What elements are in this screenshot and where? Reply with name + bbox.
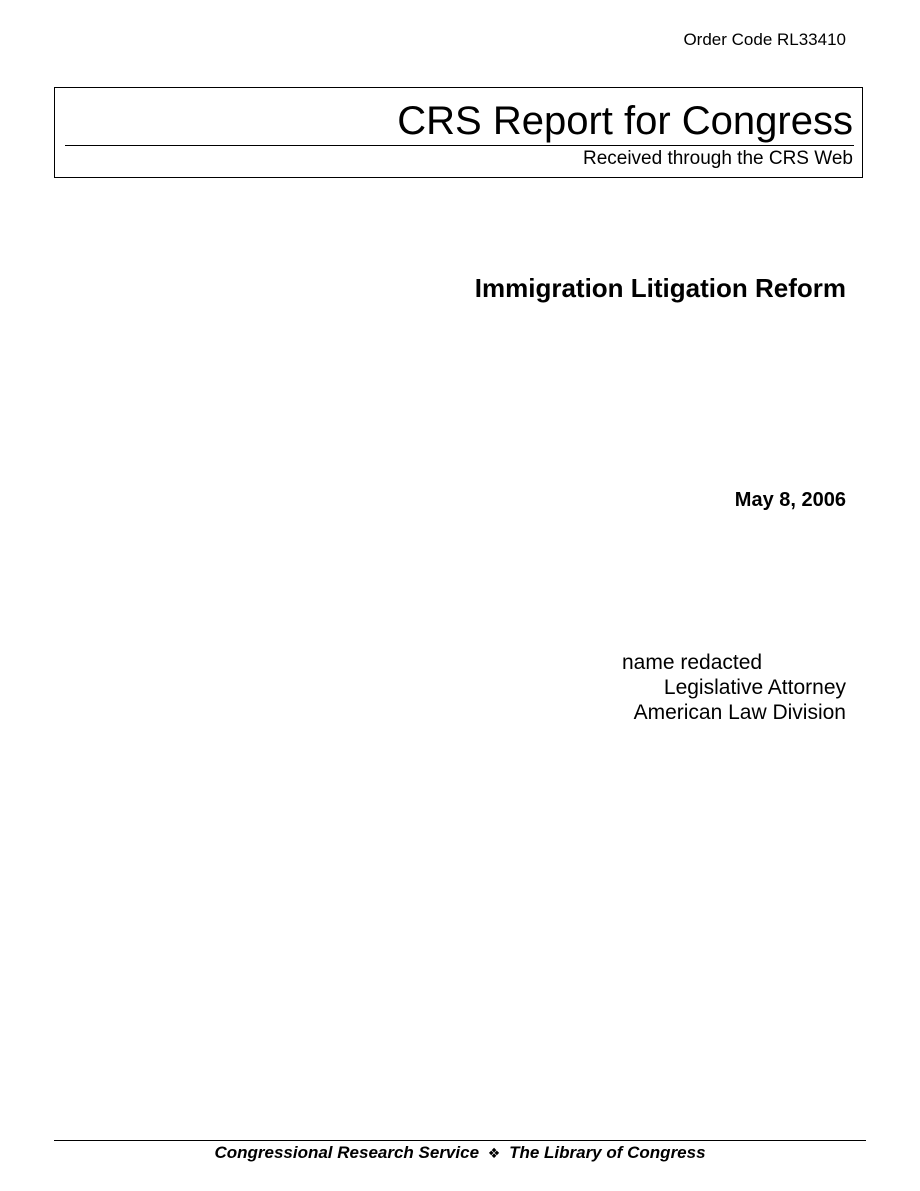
footer — [54, 1143, 866, 1163]
footer-separator-icon: ❖ — [487, 1145, 501, 1161]
footer-library: The Library of Congress — [509, 1143, 706, 1162]
author-division: American Law Division — [633, 701, 846, 724]
footer-organization: Congressional Research Service — [214, 1143, 480, 1162]
footer-divider — [54, 1140, 866, 1141]
order-code: Order Code RL33410 — [683, 30, 846, 49]
report-header-box — [54, 87, 863, 178]
author-name: name redacted — [622, 651, 763, 674]
header-subtitle: Received through the CRS Web — [582, 148, 853, 169]
header-title: CRS Report for Congress — [397, 99, 853, 143]
report-date: May 8, 2006 — [734, 489, 846, 511]
header-divider — [65, 145, 854, 146]
report-title: Immigration Litigation Reform — [474, 273, 846, 303]
author-position: Legislative Attorney — [663, 676, 846, 699]
